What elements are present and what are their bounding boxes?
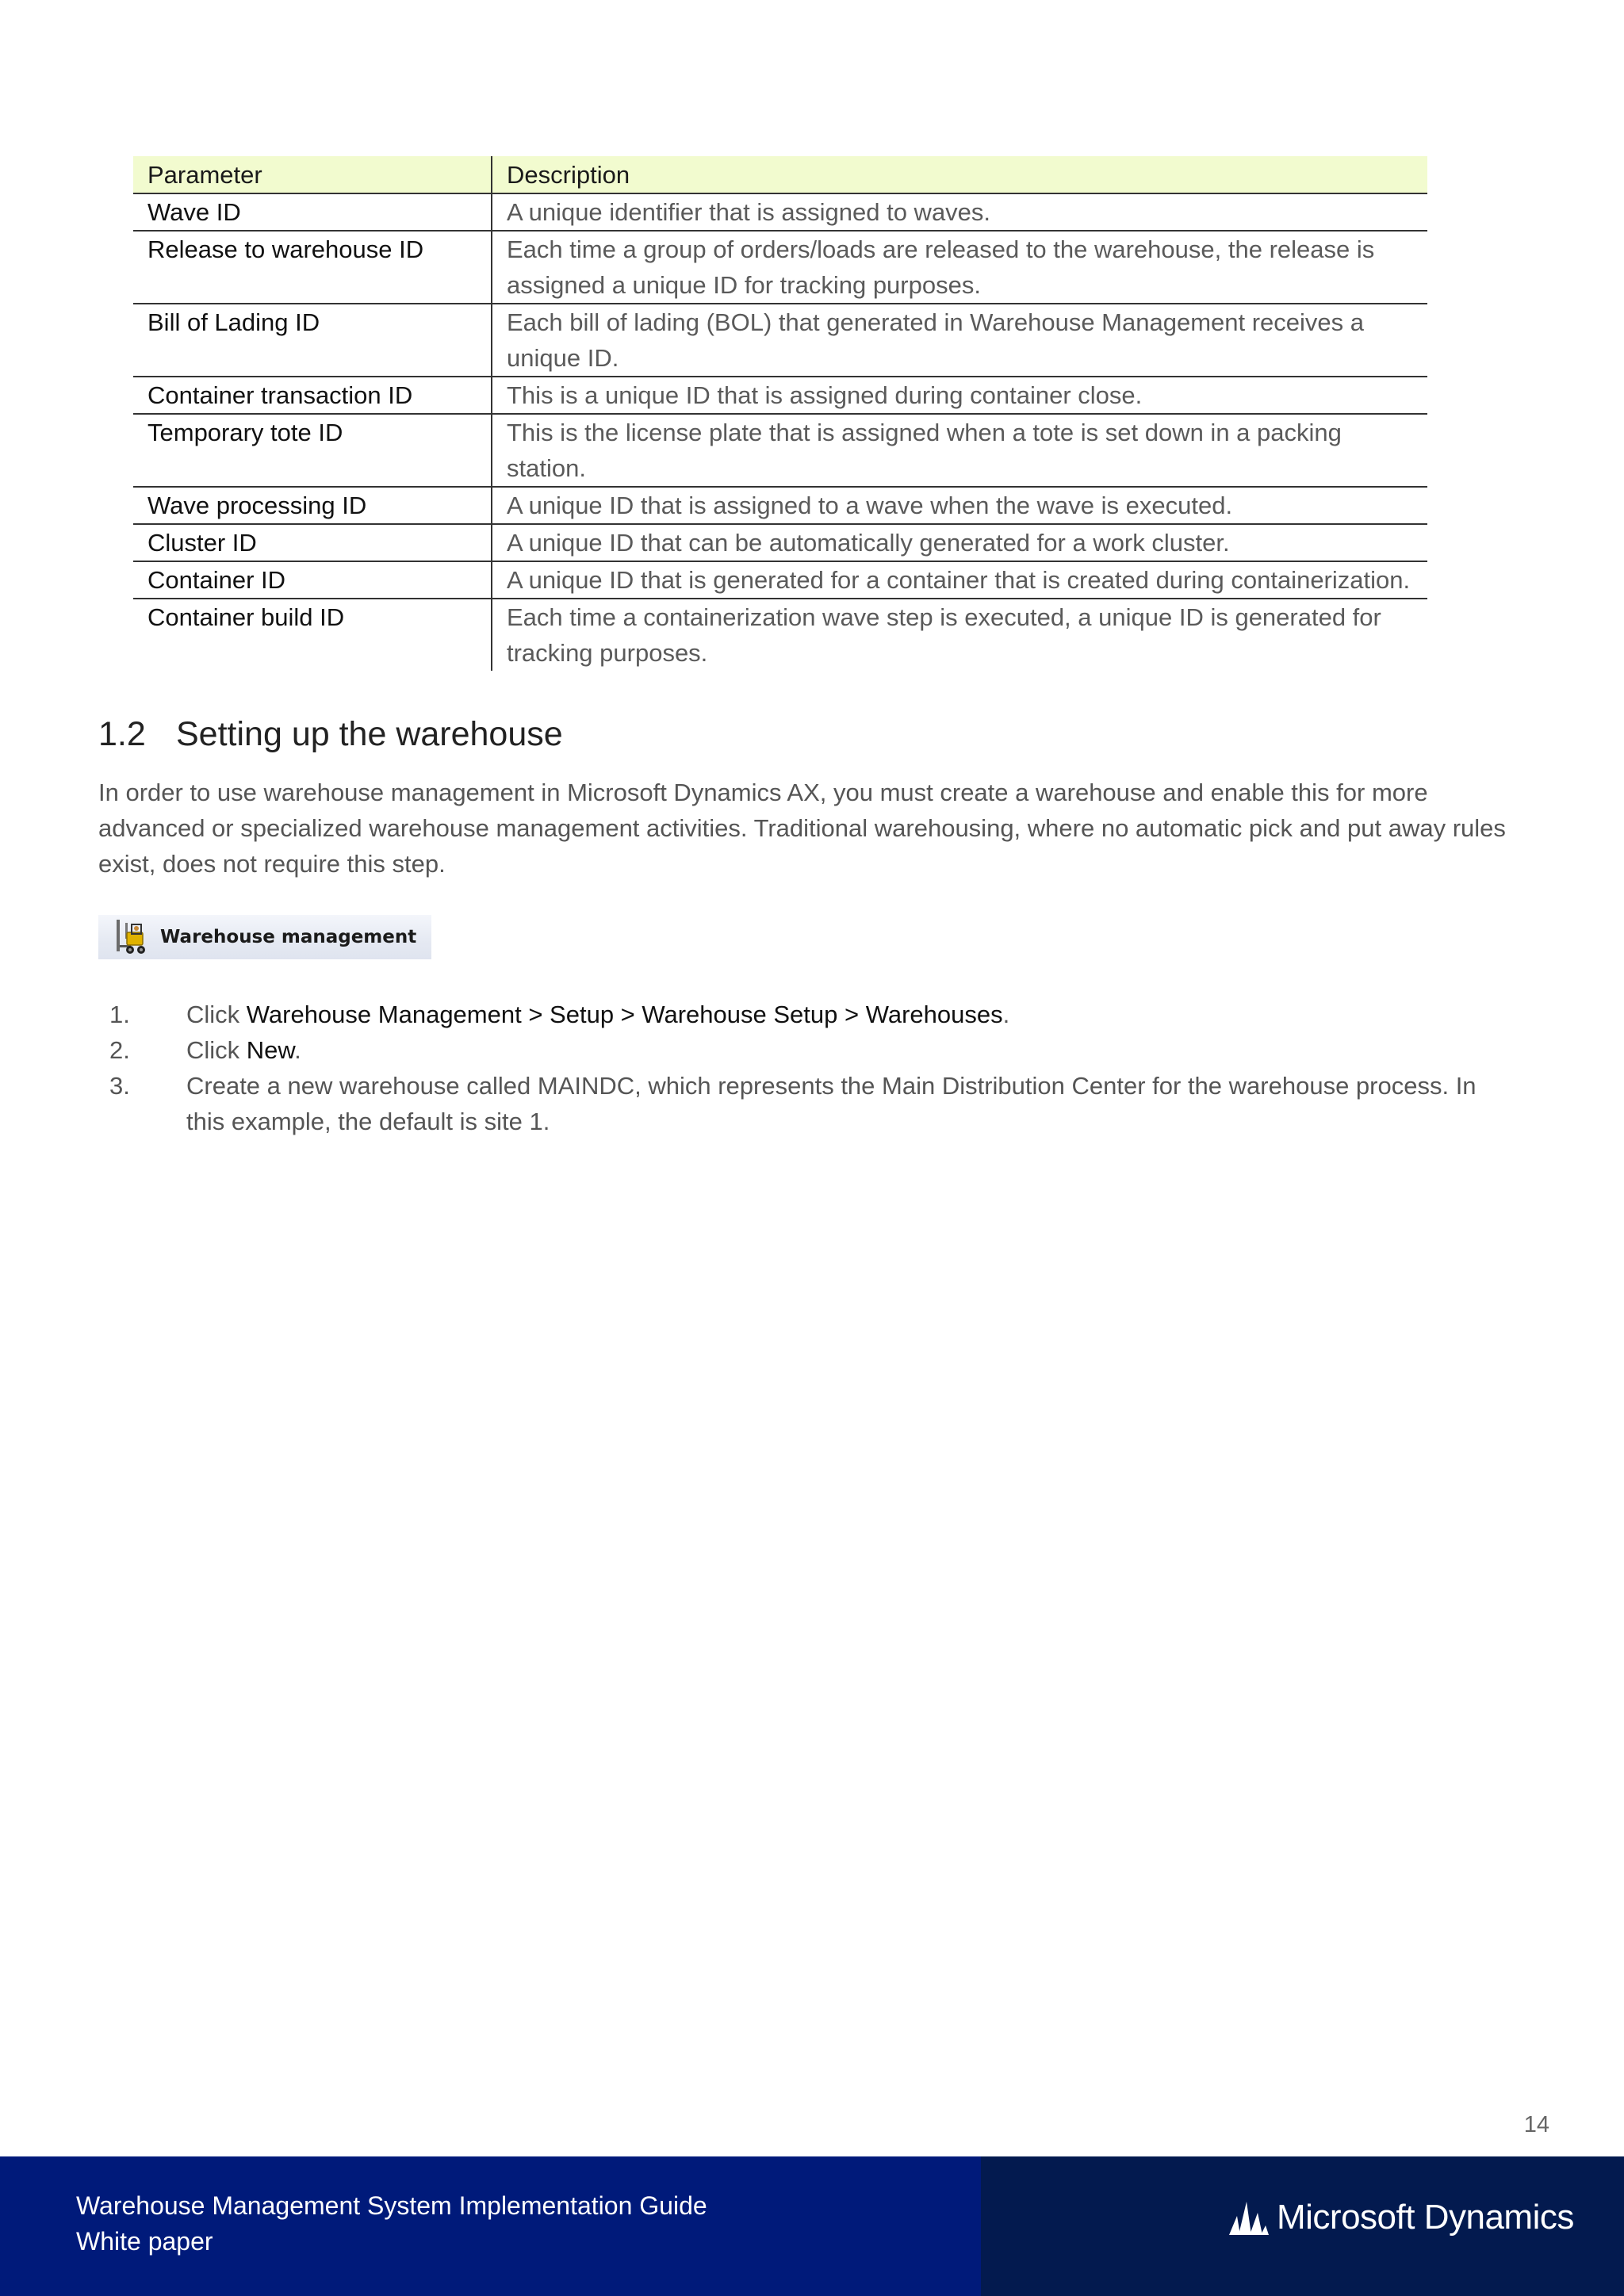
header-parameter: Parameter [133, 156, 492, 193]
cell-parameter: Temporary tote ID [133, 414, 492, 487]
cell-description: A unique ID that is generated for a container that is created during containerization. [492, 561, 1427, 599]
step-number: 1. [109, 1001, 130, 1028]
menu-path: Warehouse Management > Setup > Warehouse Setup > Warehouses [246, 1001, 1003, 1028]
list-item [98, 997, 1510, 1032]
step-suffix: . [294, 1036, 301, 1064]
cell-description: A unique ID that is assigned to a wave when the wave is executed. [492, 487, 1427, 524]
section-heading [98, 710, 563, 758]
table-row [133, 304, 1427, 377]
intro-paragraph: In order to use warehouse management in Microsoft Dynamics AX, you must create a warehouse and enable this for more advanced or specialized warehouse management activities. Traditional warehousing, where no automatic pick and put away rules exist, does not require this step. [98, 779, 1506, 878]
cell-parameter: Container build ID [147, 603, 345, 631]
cell-parameter: Container ID [133, 561, 492, 599]
page-number: 14 [1523, 2112, 1549, 2137]
cell-description: This is the license plate that is assigned when a tote is set down in a packing station. [492, 414, 1427, 487]
step-text: Click [186, 1036, 247, 1064]
header-description: Description [492, 156, 1427, 193]
cell-parameter: Wave ID [133, 193, 492, 231]
table-row [133, 487, 1427, 524]
cell-description: A unique ID that can be automatically generated for a work cluster. [492, 524, 1427, 561]
step-suffix: . [1002, 1001, 1010, 1028]
table-row [133, 414, 1427, 487]
step-text: Click [186, 1001, 247, 1028]
new-command: New [246, 1036, 295, 1064]
cell-description: Each time a group of orders/loads are released to the warehouse, the release is assigned a unique ID for tracking purposes. [492, 231, 1427, 304]
footer-title: Warehouse Management System Implementation Guide [76, 2191, 707, 2220]
cell-description: This is a unique ID that is assigned during container close. [492, 377, 1427, 414]
microsoft-dynamics-logo [1228, 2198, 1574, 2237]
menu-item-label: Warehouse management [160, 927, 417, 947]
section-title: Setting up the warehouse [176, 715, 563, 753]
cell-parameter: Release to warehouse ID [133, 231, 492, 304]
table-row [133, 231, 1427, 304]
step-text: Create a new warehouse called MAINDC, which represents the Main Distribution Center for the warehouse process. In this example, the default is site 1. [186, 1072, 1477, 1135]
table-header-row [133, 156, 1427, 193]
step-number: 2. [109, 1036, 130, 1064]
cell-description: Each bill of lading (BOL) that generated in Warehouse Management receives a unique ID. [492, 304, 1427, 377]
table-row [133, 561, 1427, 599]
table-row [133, 377, 1427, 414]
table-row [133, 193, 1427, 231]
parameter-table [133, 156, 1427, 671]
footer-subtitle: White paper [76, 2227, 213, 2256]
list-item [98, 1032, 1510, 1068]
forklift-icon [114, 918, 151, 956]
cell-description: Each time a containerization wave step is executed, a unique ID is generated for tracking purposes. [492, 599, 1427, 671]
table-row [133, 524, 1427, 561]
section-number: 1.2 [98, 715, 146, 753]
footer [0, 2156, 1624, 2296]
cell-description: A unique identifier that is assigned to waves. [492, 193, 1427, 231]
logo-text: Microsoft Dynamics [1277, 2198, 1574, 2237]
cell-parameter: Container transaction ID [133, 377, 492, 414]
cell-parameter: Bill of Lading ID [133, 304, 492, 377]
steps-list [98, 997, 1510, 1139]
cell-parameter: Wave processing ID [133, 487, 492, 524]
dynamics-logo-icon [1228, 2198, 1269, 2237]
table-row [133, 599, 1427, 671]
step-number: 3. [109, 1072, 130, 1100]
cell-parameter: Cluster ID [133, 524, 492, 561]
list-item [98, 1068, 1510, 1139]
warehouse-management-menu-item[interactable] [98, 915, 431, 959]
